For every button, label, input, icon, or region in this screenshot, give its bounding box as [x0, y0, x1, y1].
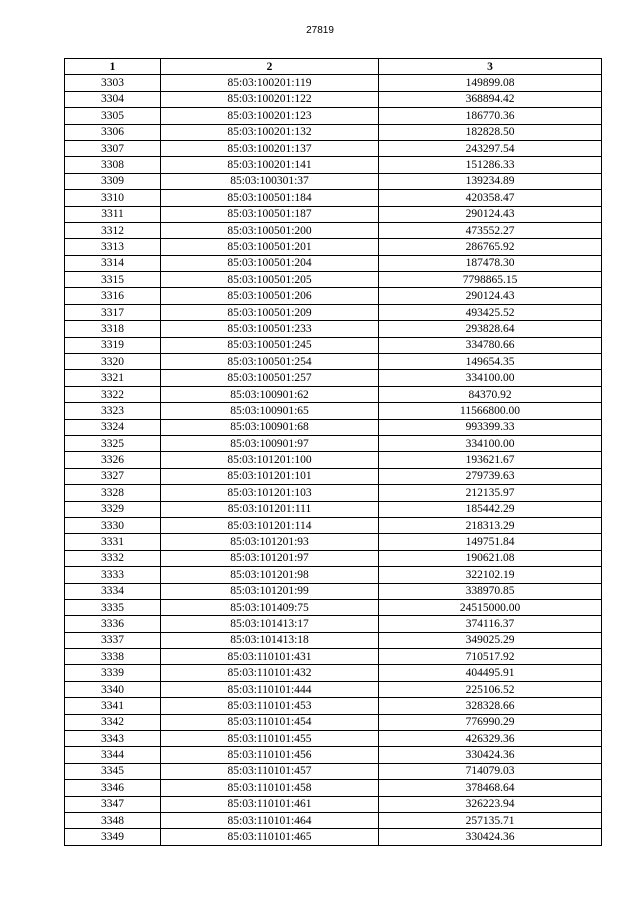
cadastral-value-cell: 714079.03 — [379, 763, 602, 779]
cadastral-number-cell: 85:03:101201:100 — [161, 452, 379, 468]
cadastral-value-cell: 334780.66 — [379, 337, 602, 353]
cadastral-value-cell: 776990.29 — [379, 714, 602, 730]
row-number-cell: 3334 — [65, 583, 161, 599]
table-row — [65, 288, 602, 304]
table-row — [65, 698, 602, 714]
row-number-cell: 3324 — [65, 419, 161, 435]
cadastral-value-cell: 286765.92 — [379, 239, 602, 255]
row-number-cell: 3349 — [65, 829, 161, 845]
cadastral-number-cell: 85:03:101201:99 — [161, 583, 379, 599]
cadastral-number-cell: 85:03:100501:205 — [161, 272, 379, 288]
cadastral-value-cell: 326223.94 — [379, 796, 602, 812]
cadastral-number-cell: 85:03:110101:464 — [161, 812, 379, 828]
cadastral-value-cell: 149751.84 — [379, 534, 602, 550]
cadastral-value-cell: 257135.71 — [379, 812, 602, 828]
cadastral-value-cell: 293828.64 — [379, 321, 602, 337]
cadastral-number-cell: 85:03:101201:101 — [161, 468, 379, 484]
table-row — [65, 665, 602, 681]
cadastral-number-cell: 85:03:100901:65 — [161, 403, 379, 419]
table-row — [65, 632, 602, 648]
table-row — [65, 501, 602, 517]
cadastral-number-cell: 85:03:101413:18 — [161, 632, 379, 648]
cadastral-number-cell: 85:03:110101:453 — [161, 698, 379, 714]
cadastral-number-cell: 85:03:110101:458 — [161, 780, 379, 796]
cadastral-value-cell: 182828.50 — [379, 124, 602, 140]
page-number: 27819 — [306, 25, 334, 36]
table-row — [65, 583, 602, 599]
row-number-cell: 3326 — [65, 452, 161, 468]
row-number-cell: 3307 — [65, 140, 161, 156]
table-row — [65, 435, 602, 451]
cadastral-value-cell: 190621.08 — [379, 550, 602, 566]
cadastral-value-cell: 193621.67 — [379, 452, 602, 468]
cadastral-value-cell: 7798865.15 — [379, 272, 602, 288]
row-number-cell: 3304 — [65, 91, 161, 107]
cadastral-number-cell: 85:03:100201:132 — [161, 124, 379, 140]
cadastral-value-cell: 710517.92 — [379, 649, 602, 665]
row-number-cell: 3344 — [65, 747, 161, 763]
cadastral-number-cell: 85:03:101201:111 — [161, 501, 379, 517]
table-row — [65, 468, 602, 484]
table-row — [65, 780, 602, 796]
cadastral-number-cell: 85:03:100501:257 — [161, 370, 379, 386]
cadastral-value-cell: 24515000.00 — [379, 599, 602, 615]
cadastral-value-cell: 330424.36 — [379, 829, 602, 845]
cadastral-number-cell: 85:03:101201:103 — [161, 485, 379, 501]
table-row — [65, 812, 602, 828]
table-row — [65, 173, 602, 189]
row-number-cell: 3315 — [65, 272, 161, 288]
table-row — [65, 419, 602, 435]
row-number-cell: 3329 — [65, 501, 161, 517]
table-row — [65, 370, 602, 386]
cadastral-number-cell: 85:03:101413:17 — [161, 616, 379, 632]
cadastral-value-cell: 225106.52 — [379, 681, 602, 697]
cadastral-value-cell: 473552.27 — [379, 222, 602, 238]
cadastral-number-cell: 85:03:100201:141 — [161, 157, 379, 173]
row-number-cell: 3345 — [65, 763, 161, 779]
cadastral-value-cell: 330424.36 — [379, 747, 602, 763]
cadastral-number-cell: 85:03:110101:465 — [161, 829, 379, 845]
table-row — [65, 714, 602, 730]
cadastral-value-cell: 212135.97 — [379, 485, 602, 501]
row-number-cell: 3318 — [65, 321, 161, 337]
cadastral-number-cell: 85:03:100501:206 — [161, 288, 379, 304]
table-row — [65, 157, 602, 173]
row-number-cell: 3312 — [65, 222, 161, 238]
cadastral-number-cell: 85:03:100901:97 — [161, 435, 379, 451]
cadastral-value-cell: 338970.85 — [379, 583, 602, 599]
column-header-1: 1 — [65, 59, 161, 75]
cadastral-value-cell: 187478.30 — [379, 255, 602, 271]
table-row — [65, 534, 602, 550]
table-row — [65, 91, 602, 107]
cadastral-number-cell: 85:03:110101:431 — [161, 649, 379, 665]
row-number-cell: 3322 — [65, 386, 161, 402]
cadastral-value-cell: 84370.92 — [379, 386, 602, 402]
cadastral-number-cell: 85:03:110101:457 — [161, 763, 379, 779]
row-number-cell: 3327 — [65, 468, 161, 484]
row-number-cell: 3331 — [65, 534, 161, 550]
cadastral-number-cell: 85:03:110101:444 — [161, 681, 379, 697]
cadastral-number-cell: 85:03:110101:454 — [161, 714, 379, 730]
cadastral-number-cell: 85:03:100501:184 — [161, 190, 379, 206]
cadastral-value-cell: 290124.43 — [379, 288, 602, 304]
cadastral-number-cell: 85:03:101201:114 — [161, 517, 379, 533]
cadastral-number-cell: 85:03:101201:93 — [161, 534, 379, 550]
cadastral-number-cell: 85:03:100501:209 — [161, 304, 379, 320]
table-row — [65, 550, 602, 566]
cadastral-value-cell: 334100.00 — [379, 435, 602, 451]
table-row — [65, 599, 602, 615]
cadastral-value-cell: 426329.36 — [379, 731, 602, 747]
table-row — [65, 354, 602, 370]
row-number-cell: 3341 — [65, 698, 161, 714]
table-row — [65, 567, 602, 583]
row-number-cell: 3342 — [65, 714, 161, 730]
table-row — [65, 239, 602, 255]
cadastral-number-cell: 85:03:110101:432 — [161, 665, 379, 681]
row-number-cell: 3336 — [65, 616, 161, 632]
cadastral-value-cell: 279739.63 — [379, 468, 602, 484]
cadastral-number-cell: 85:03:100501:204 — [161, 255, 379, 271]
row-number-cell: 3343 — [65, 731, 161, 747]
row-number-cell: 3308 — [65, 157, 161, 173]
table-row — [65, 140, 602, 156]
cadastral-number-cell: 85:03:101409:75 — [161, 599, 379, 615]
table-row — [65, 616, 602, 632]
row-number-cell: 3337 — [65, 632, 161, 648]
table-row — [65, 272, 602, 288]
column-header-3: 3 — [379, 59, 602, 75]
row-number-cell: 3323 — [65, 403, 161, 419]
cadastral-value-cell: 11566800.00 — [379, 403, 602, 419]
row-number-cell: 3316 — [65, 288, 161, 304]
cadastral-number-cell: 85:03:100201:123 — [161, 108, 379, 124]
cadastral-number-cell: 85:03:100901:62 — [161, 386, 379, 402]
cadastral-value-cell: 374116.37 — [379, 616, 602, 632]
table-row — [65, 517, 602, 533]
cadastral-number-cell: 85:03:100301:37 — [161, 173, 379, 189]
table-row — [65, 75, 602, 91]
table-row — [65, 304, 602, 320]
row-number-cell: 3333 — [65, 567, 161, 583]
row-number-cell: 3347 — [65, 796, 161, 812]
row-number-cell: 3313 — [65, 239, 161, 255]
table-row — [65, 731, 602, 747]
column-header-2: 2 — [161, 59, 379, 75]
cadastral-number-cell: 85:03:100501:245 — [161, 337, 379, 353]
row-number-cell: 3314 — [65, 255, 161, 271]
cadastral-value-cell: 186770.36 — [379, 108, 602, 124]
row-number-cell: 3311 — [65, 206, 161, 222]
table-row — [65, 206, 602, 222]
cadastral-value-cell: 139234.89 — [379, 173, 602, 189]
cadastral-number-cell: 85:03:100201:119 — [161, 75, 379, 91]
row-number-cell: 3340 — [65, 681, 161, 697]
table-row — [65, 124, 602, 140]
table-row — [65, 829, 602, 845]
table-row — [65, 321, 602, 337]
row-number-cell: 3332 — [65, 550, 161, 566]
cadastral-number-cell: 85:03:100501:233 — [161, 321, 379, 337]
table-row — [65, 763, 602, 779]
cadastral-value-cell: 185442.29 — [379, 501, 602, 517]
cadastral-value-cell: 290124.43 — [379, 206, 602, 222]
row-number-cell: 3335 — [65, 599, 161, 615]
table-row — [65, 649, 602, 665]
cadastral-number-cell: 85:03:101201:98 — [161, 567, 379, 583]
cadastral-value-cell: 993399.33 — [379, 419, 602, 435]
row-number-cell: 3348 — [65, 812, 161, 828]
cadastral-number-cell: 85:03:110101:456 — [161, 747, 379, 763]
table-row — [65, 403, 602, 419]
cadastral-value-cell: 328328.66 — [379, 698, 602, 714]
table-header-row — [65, 59, 602, 75]
cadastral-number-cell: 85:03:110101:461 — [161, 796, 379, 812]
cadastral-number-cell: 85:03:101201:97 — [161, 550, 379, 566]
cadastral-value-cell: 218313.29 — [379, 517, 602, 533]
row-number-cell: 3338 — [65, 649, 161, 665]
table-row — [65, 485, 602, 501]
row-number-cell: 3339 — [65, 665, 161, 681]
row-number-cell: 3328 — [65, 485, 161, 501]
cadastral-number-cell: 85:03:100501:254 — [161, 354, 379, 370]
table-row — [65, 222, 602, 238]
cadastral-number-cell: 85:03:100201:122 — [161, 91, 379, 107]
cadastral-number-cell: 85:03:100201:137 — [161, 140, 379, 156]
cadastral-value-cell: 149899.08 — [379, 75, 602, 91]
row-number-cell: 3320 — [65, 354, 161, 370]
table-row — [65, 190, 602, 206]
row-number-cell: 3346 — [65, 780, 161, 796]
row-number-cell: 3321 — [65, 370, 161, 386]
row-number-cell: 3317 — [65, 304, 161, 320]
cadastral-number-cell: 85:03:100501:187 — [161, 206, 379, 222]
row-number-cell: 3303 — [65, 75, 161, 91]
cadastral-value-cell: 378468.64 — [379, 780, 602, 796]
table-row — [65, 747, 602, 763]
row-number-cell: 3325 — [65, 435, 161, 451]
cadastral-number-cell: 85:03:100501:200 — [161, 222, 379, 238]
cadastral-value-cell: 493425.52 — [379, 304, 602, 320]
cadastral-value-cell: 420358.47 — [379, 190, 602, 206]
row-number-cell: 3309 — [65, 173, 161, 189]
cadastral-number-cell: 85:03:110101:455 — [161, 731, 379, 747]
table-row — [65, 255, 602, 271]
table-row — [65, 796, 602, 812]
row-number-cell: 3330 — [65, 517, 161, 533]
row-number-cell: 3305 — [65, 108, 161, 124]
cadastral-value-cell: 404495.91 — [379, 665, 602, 681]
table-row — [65, 337, 602, 353]
table-row — [65, 108, 602, 124]
cadastral-value-cell: 322102.19 — [379, 567, 602, 583]
table-row — [65, 452, 602, 468]
row-number-cell: 3306 — [65, 124, 161, 140]
cadastral-value-cell: 334100.00 — [379, 370, 602, 386]
cadastral-value-cell: 368894.42 — [379, 91, 602, 107]
cadastral-value-table — [64, 58, 602, 846]
table-row — [65, 386, 602, 402]
cadastral-value-cell: 243297.54 — [379, 140, 602, 156]
cadastral-value-cell: 149654.35 — [379, 354, 602, 370]
table-row — [65, 681, 602, 697]
cadastral-number-cell: 85:03:100901:68 — [161, 419, 379, 435]
table-body — [65, 75, 602, 845]
cadastral-value-cell: 151286.33 — [379, 157, 602, 173]
cadastral-number-cell: 85:03:100501:201 — [161, 239, 379, 255]
cadastral-value-cell: 349025.29 — [379, 632, 602, 648]
row-number-cell: 3310 — [65, 190, 161, 206]
row-number-cell: 3319 — [65, 337, 161, 353]
